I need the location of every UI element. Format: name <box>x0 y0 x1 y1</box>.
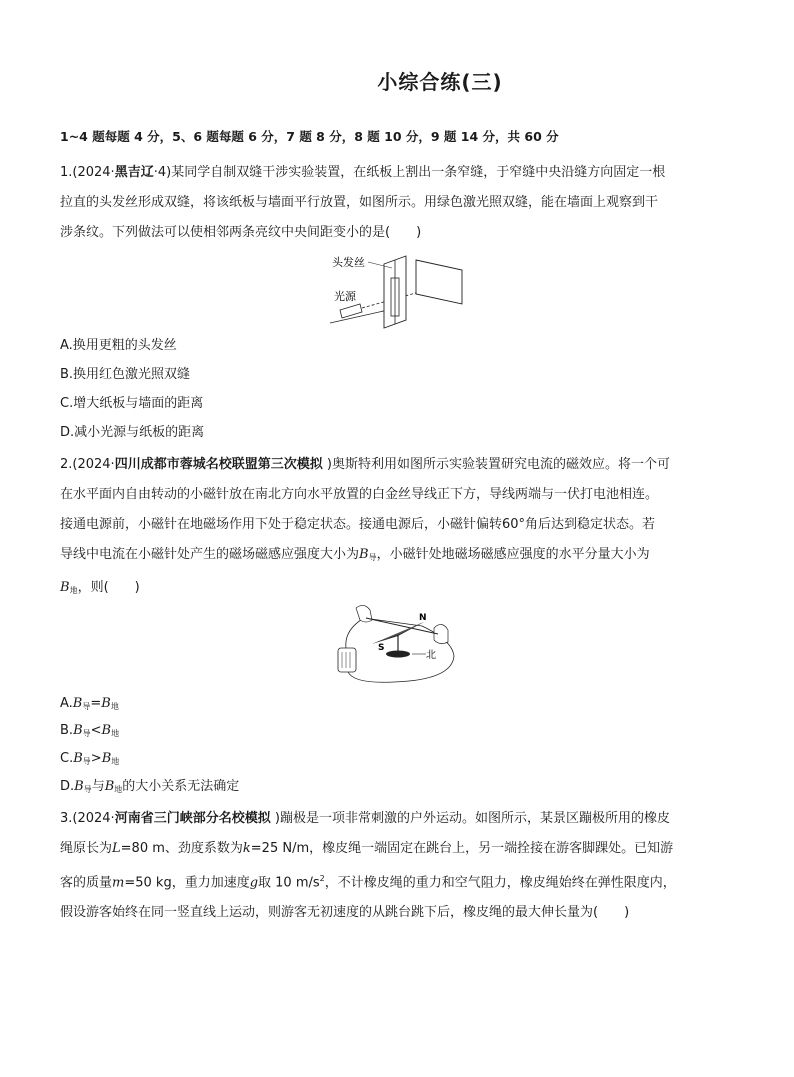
question-2 <box>60 450 736 606</box>
q1-line3: 涉条纹。下列做法可以使相邻两条亮纹中央间距变小的是( ) <box>60 225 422 240</box>
oersted-figure <box>334 600 464 686</box>
q3-line1: 3.(2024·河南省三门峡部分名校模拟 )蹦极是一项非常刺激的户外运动。如图所示，某景区蹦极所用的橡皮 <box>60 811 670 826</box>
page-title: 小综合练(三) <box>377 70 503 94</box>
q1-option-a[interactable]: A.换用更粗的头发丝 <box>60 338 177 353</box>
question-3 <box>60 804 736 928</box>
q2-line1: 2.(2024·四川成都市蓉城名校联盟第三次模拟 )奥斯特利用如图所示实验装置研究电流的磁效应。将一个可 <box>60 457 670 472</box>
q1-line1: 1.(2024·黑吉辽·4)某同学自制双缝干涉实验装置，在纸板上割出一条窄缝，于窄缝中央沿缝方向固定一根 <box>60 165 666 180</box>
q1-source: 黑吉辽 <box>114 165 154 180</box>
double-slit-figure <box>322 250 472 330</box>
q2-option-c[interactable]: $C.B_导>B_地$ <box>60 751 120 766</box>
q1-option-b[interactable]: B.换用红色激光照双缝 <box>60 367 191 382</box>
q2-option-a[interactable]: $A.B_导=B_地$ <box>60 696 119 711</box>
question-1 <box>60 158 736 248</box>
q2-line5: $B_地$，则( ) <box>60 580 140 595</box>
q1-option-c[interactable]: C.增大纸板与墙面的距离 <box>60 396 204 411</box>
scoring-note: 1~4 题每题 4 分，5、6 题每题 6 分，7 题 8 分，8 题 10 分，9 题 14 分，共 60 分 <box>60 129 559 144</box>
label-north: 北 <box>426 650 436 661</box>
q2-option-b[interactable]: $B.B_导<B_地$ <box>60 723 120 738</box>
q2-option-d[interactable]: $D.B_导$与$B_地$的大小关系无法确定 <box>60 779 240 794</box>
label-s: S <box>378 643 385 653</box>
label-hair: 头发丝 <box>332 256 365 269</box>
q1-option-d[interactable]: D.减小光源与纸板的距离 <box>60 425 205 440</box>
q2-line3: 接通电源前，小磁针在地磁场作用下处于稳定状态。接通电源后，小磁针偏转60°角后达到稳定状态。若 <box>60 517 656 532</box>
label-light-source: 光源 <box>334 290 356 303</box>
label-n: N <box>419 613 427 623</box>
q2-source: 四川成都市蓉城名校联盟第三次模拟 <box>114 457 323 472</box>
q3-source: 河南省三门峡部分名校模拟 <box>114 811 271 826</box>
q1-line2: 拉直的头发丝形成双缝，将该纸板与墙面平行放置，如图所示。用绿色激光照双缝，能在墙面上观察到干 <box>60 195 659 210</box>
q2-line2: 在水平面内自由转动的小磁针放在南北方向水平放置的白金丝导线正下方，导线两端与一伏打电池相连。 <box>60 487 659 502</box>
q3-line3: 客的质量m=50 kg，重力加速度g取 10 $m/s^2$，不计橡皮绳的重力和空气阻力，橡皮绳始终在弹性限度内， <box>60 874 676 891</box>
q2-line4: 导线中电流在小磁针处产生的磁场磁感应强度大小为$B_导$，小磁针处地磁场磁感应强度的水平分量大小为 <box>60 547 650 562</box>
q3-line4: 假设游客始终在同一竖直线上运动，则游客无初速度的从跳台跳下后，橡皮绳的最大伸长量为( ) <box>60 905 630 921</box>
q3-line2: 绳原长为L=80 m、劲度系数为k=25 N/m，橡皮绳一端固定在跳台上，另一端拴接在游客脚踝处。已知游 <box>60 841 674 856</box>
